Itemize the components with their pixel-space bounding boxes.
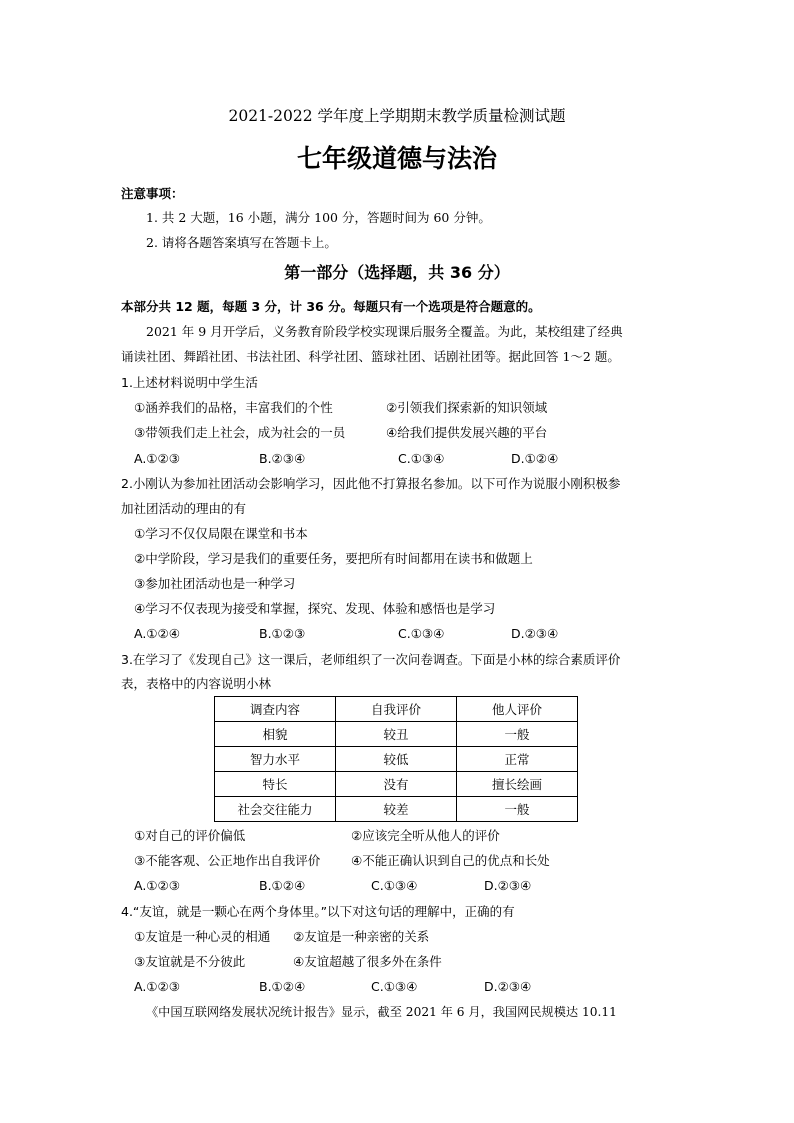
notice-item-1: 1. 共 2 大题，16 小题，满分 100 分，答题时间为 60 分钟。: [146, 210, 491, 225]
q1-statement-2: ②引领我们探索新的知识领域: [386, 400, 548, 415]
material-line-1: 2021 年 9 月开学后，义务教育阶段学校实现课后服务全覆盖。为此，某校组建了经典: [146, 324, 623, 339]
q2-statement-3: ③参加社团活动也是一种学习: [134, 576, 296, 591]
q2-option-b: B.①②③: [259, 626, 306, 641]
q5-material-line: 《中国互联网络发展状况统计报告》显示，截至 2021 年 6 月，我国网民规模达 10.11: [146, 1005, 617, 1019]
q4-statement-2: ②友谊是一种亲密的关系: [293, 929, 430, 944]
q4-option-d: D.②③④: [484, 979, 532, 994]
subject-title: 七年级道德与法治: [296, 144, 497, 173]
q1-option-c: C.①③④: [398, 451, 445, 466]
q1-option-d: D.①②④: [511, 451, 559, 466]
q3-option-c: C.①③④: [371, 878, 418, 893]
q3-stem-line-1: 3.在学习了《发现自己》这一课后，老师组织了一次问卷调查。下面是小林的综合素质评价: [121, 652, 621, 667]
q3-option-d: D.②③④: [484, 878, 532, 893]
q2-stem-line-2: 加社团活动的理由的有: [121, 501, 247, 516]
table-cell: 社会交往能力: [215, 797, 336, 822]
table-row: [215, 772, 578, 797]
table-cell: 相貌: [215, 722, 336, 747]
table-cell: 智力水平: [215, 747, 336, 772]
q1-statement-4: ④给我们提供发展兴趣的平台: [386, 425, 548, 440]
exam-title: 2021-2022 学年度上学期期末教学质量检测试题: [228, 107, 566, 125]
q2-statement-4: ④学习不仅表现为接受和掌握，探究、发现、体验和感悟也是学习: [134, 601, 496, 616]
q2-option-d: D.②③④: [511, 626, 559, 641]
q3-option-a: A.①②③: [134, 878, 180, 893]
table-header-row: [215, 697, 578, 722]
table-cell: 正常: [457, 747, 578, 772]
table-cell: 没有: [336, 772, 457, 797]
q4-stem: 4.“友谊，就是一颗心在两个身体里。”以下对这句话的理解中，正确的有: [121, 904, 515, 919]
q3-statement-3: ③不能客观、公正地作出自我评价: [134, 853, 321, 868]
q3-statement-2: ②应该完全听从他人的评价: [351, 828, 500, 843]
q2-option-c: C.①③④: [398, 626, 445, 641]
q1-option-b: B.②③④: [259, 451, 306, 466]
q3-statement-4: ④不能正确认识到自己的优点和长处: [351, 853, 550, 868]
part1-title: 第一部分（选择题，共 36 分）: [284, 263, 510, 282]
q2-statement-1: ①学习不仅仅局限在课堂和书本: [134, 526, 308, 541]
q3-option-b: B.①②④: [259, 878, 306, 893]
q1-statement-1: ①涵养我们的品格，丰富我们的个性: [134, 400, 333, 415]
q2-option-a: A.①②④: [134, 626, 180, 641]
table-cell: 一般: [457, 722, 578, 747]
q4-statement-3: ③友谊就是不分彼此: [134, 954, 246, 969]
notice-heading: 注意事项：: [121, 186, 184, 201]
table-row: [215, 722, 578, 747]
q4-option-b: B.①②④: [259, 979, 306, 994]
q2-statement-2: ②中学阶段，学习是我们的重要任务，要把所有时间都用在读书和做题上: [134, 551, 533, 566]
table-row: [215, 747, 578, 772]
q1-option-a: A.①②③: [134, 451, 180, 466]
table-header-cell: 他人评价: [457, 697, 578, 722]
q4-option-c: C.①③④: [371, 979, 418, 994]
table-cell: 较低: [336, 747, 457, 772]
table-header-cell: 调查内容: [215, 697, 336, 722]
q4-statement-1: ①友谊是一种心灵的相通: [134, 929, 271, 944]
notice-item-2: 2. 请将各题答案填写在答题卡上。: [146, 235, 337, 250]
table-cell: 一般: [457, 797, 578, 822]
table-row: [215, 797, 578, 822]
q1-statement-3: ③带领我们走上社会，成为社会的一员: [134, 425, 346, 440]
q4-option-a: A.①②③: [134, 979, 180, 994]
table-cell: 较丑: [336, 722, 457, 747]
q1-stem: 1.上述材料说明中学生活: [121, 375, 258, 390]
evaluation-table: [214, 696, 578, 822]
table-cell: 擅长绘画: [457, 772, 578, 797]
table-header-cell: 自我评价: [336, 697, 457, 722]
table-cell: 特长: [215, 772, 336, 797]
q4-statement-4: ④友谊超越了很多外在条件: [293, 954, 442, 969]
q3-statement-1: ①对自己的评价偏低: [134, 828, 246, 843]
q3-stem-line-2: 表，表格中的内容说明小林: [121, 676, 272, 691]
material-line-2: 诵读社团、舞蹈社团、书法社团、科学社团、篮球社团、话剧社团等。据此回答 1～2 题。: [121, 349, 620, 364]
table-cell: 较差: [336, 797, 457, 822]
part1-instruction: 本部分共 12 题，每题 3 分，计 36 分。每题只有一个选项是符合题意的。: [121, 299, 541, 314]
q2-stem-line-1: 2.小刚认为参加社团活动会影响学习，因此他不打算报名参加。以下可作为说服小刚积极参: [121, 476, 621, 491]
